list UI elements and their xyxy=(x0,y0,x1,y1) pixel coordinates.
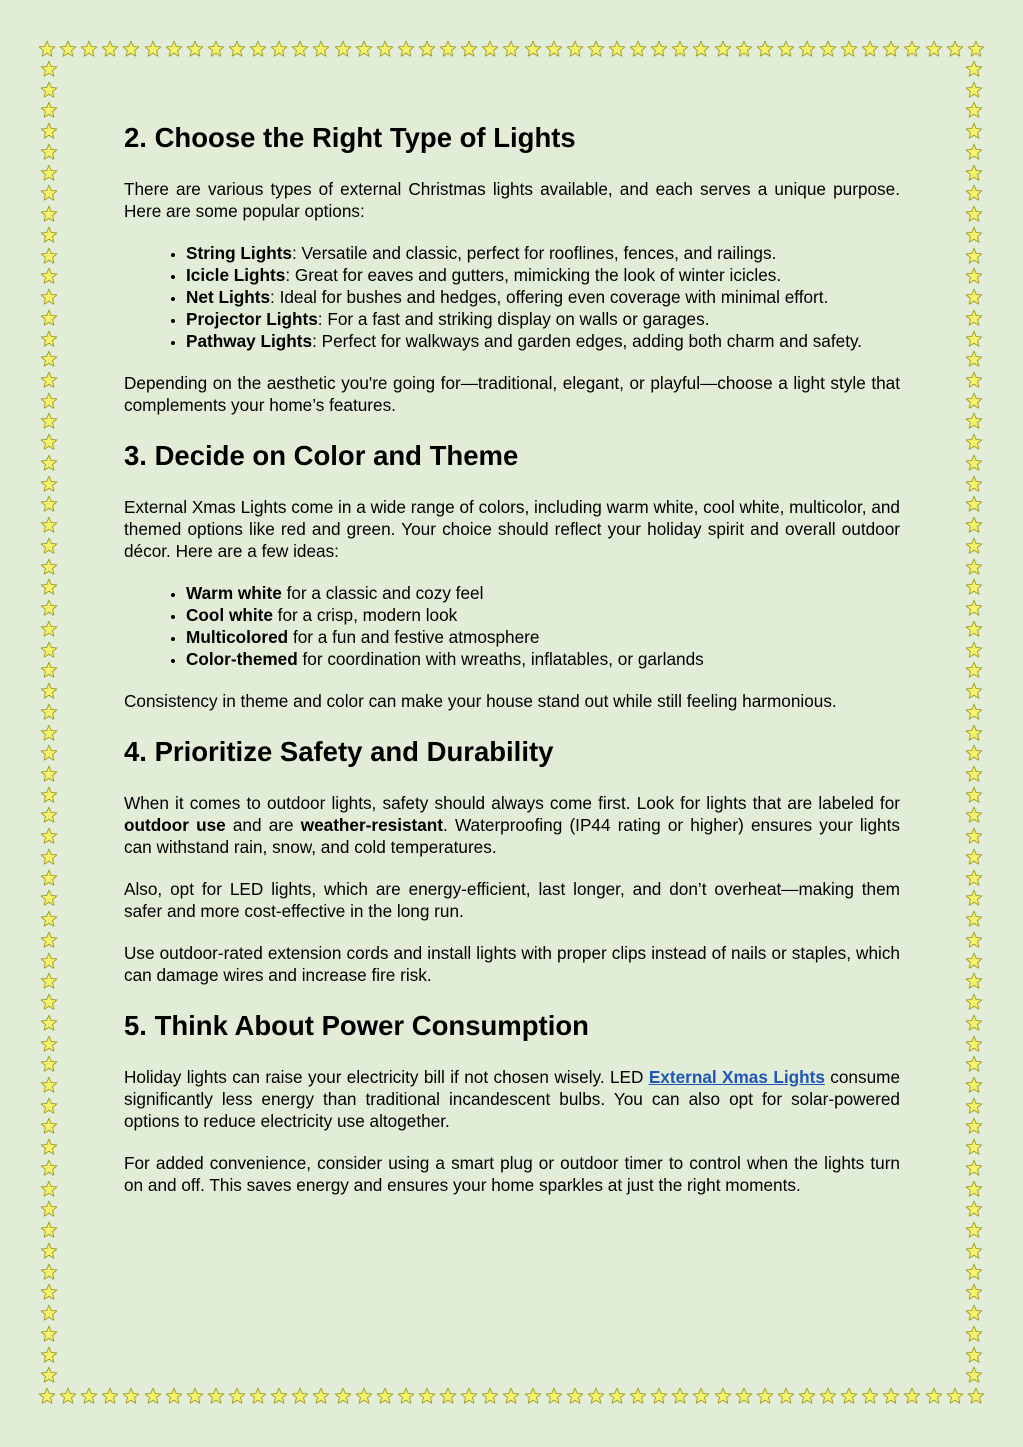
star-icon xyxy=(650,40,668,58)
star-icon xyxy=(40,744,58,762)
star-icon xyxy=(40,703,58,721)
star-icon xyxy=(40,1076,58,1094)
star-icon xyxy=(40,412,58,430)
star-icon xyxy=(861,1387,879,1405)
star-icon xyxy=(38,1387,56,1405)
star-icon xyxy=(965,122,983,140)
star-icon xyxy=(40,578,58,596)
list-item-text: for a crisp, modern look xyxy=(272,605,458,625)
star-icon xyxy=(40,81,58,99)
paragraph: Consistency in theme and color can make your house stand out while still feeling harmonious. xyxy=(124,691,837,711)
star-icon xyxy=(40,1200,58,1218)
star-icon xyxy=(965,267,983,285)
star-icon xyxy=(40,288,58,306)
star-icon xyxy=(650,1387,668,1405)
star-icon xyxy=(40,371,58,389)
star-icon xyxy=(270,40,288,58)
star-icon xyxy=(481,40,499,58)
section-safety xyxy=(124,732,900,986)
list-item xyxy=(186,648,900,670)
star-icon xyxy=(965,1366,983,1384)
star-icon xyxy=(40,1097,58,1115)
star-icon xyxy=(965,972,983,990)
star-icon xyxy=(965,620,983,638)
star-icon xyxy=(40,786,58,804)
star-icon xyxy=(40,1055,58,1073)
paragraph: External Xmas Lights come in a wide range of colors, including warm white, cool white, multicolor, and themed options like red and green. Your choice should reflect your holiday spirit and overall outdoor décor. Here are a few ideas: xyxy=(124,497,900,561)
list-item-text: : Perfect for walkways and garden edges, adding both charm and safety. xyxy=(312,331,863,351)
text-run: When it comes to outdoor lights, safety should always come first. Look for lights that are labeled for xyxy=(124,793,900,813)
star-icon xyxy=(756,40,774,58)
star-icon xyxy=(861,40,879,58)
section-light-types xyxy=(124,118,900,416)
star-icon xyxy=(40,433,58,451)
section-heading: 5. Think About Power Consumption xyxy=(124,1010,589,1041)
star-icon xyxy=(965,1035,983,1053)
star-icon xyxy=(355,1387,373,1405)
bullet-list xyxy=(124,242,900,352)
list-item-text: : Great for eaves and gutters, mimicking the look of winter icicles. xyxy=(285,265,782,285)
star-icon xyxy=(965,1097,983,1115)
star-icon xyxy=(965,1076,983,1094)
star-icon xyxy=(965,910,983,928)
star-icon xyxy=(965,1117,983,1135)
star-icon xyxy=(566,1387,584,1405)
star-icon xyxy=(524,40,542,58)
star-icon xyxy=(439,1387,457,1405)
star-icon xyxy=(40,661,58,679)
star-icon xyxy=(376,40,394,58)
star-icon xyxy=(965,661,983,679)
star-icon xyxy=(965,371,983,389)
star-icon xyxy=(671,1387,689,1405)
paragraph: There are various types of external Christmas lights available, and each serves a unique purpose. Here are some popular options: xyxy=(124,179,900,221)
star-icon xyxy=(40,475,58,493)
star-icon xyxy=(40,101,58,119)
star-icon xyxy=(819,1387,837,1405)
star-icon xyxy=(249,1387,267,1405)
star-icon xyxy=(882,40,900,58)
bold-run: weather-resistant xyxy=(300,815,444,835)
star-icon xyxy=(40,1159,58,1177)
star-icon xyxy=(965,931,983,949)
star-icon xyxy=(397,1387,415,1405)
star-icon xyxy=(334,1387,352,1405)
list-item xyxy=(186,604,900,626)
star-icon xyxy=(40,1035,58,1053)
star-icon xyxy=(777,40,795,58)
star-icon xyxy=(524,1387,542,1405)
list-item-term: Color-themed xyxy=(186,649,298,669)
star-icon xyxy=(965,288,983,306)
paragraph: For added convenience, consider using a smart plug or outdoor timer to control when the lights turn on and off. This saves energy and ensures your home sparkles at just the right moments. xyxy=(124,1153,900,1195)
star-icon xyxy=(965,1159,983,1177)
star-border-top xyxy=(38,38,985,60)
star-icon xyxy=(965,350,983,368)
star-icon xyxy=(502,1387,520,1405)
list-item-term: String Lights xyxy=(186,243,292,263)
star-icon xyxy=(40,993,58,1011)
star-icon xyxy=(965,1014,983,1032)
star-icon xyxy=(965,392,983,410)
star-icon xyxy=(40,122,58,140)
star-icon xyxy=(965,682,983,700)
star-icon xyxy=(38,40,56,58)
star-icon xyxy=(40,495,58,513)
star-icon xyxy=(40,869,58,887)
list-item xyxy=(186,582,900,604)
star-icon xyxy=(40,184,58,202)
star-icon xyxy=(122,40,140,58)
star-icon xyxy=(946,1387,964,1405)
star-icon xyxy=(40,309,58,327)
star-icon xyxy=(965,226,983,244)
list-item-text: : Versatile and classic, perfect for rooflines, fences, and railings. xyxy=(291,243,777,263)
star-icon xyxy=(228,40,246,58)
section-heading: 2. Choose the Right Type of Lights xyxy=(124,122,576,153)
star-icon xyxy=(40,931,58,949)
star-icon xyxy=(249,40,267,58)
star-icon xyxy=(40,1221,58,1239)
list-item xyxy=(186,264,900,286)
list-item-text: : For a fast and striking display on walls or garages. xyxy=(317,309,710,329)
list-item xyxy=(186,330,900,352)
star-icon xyxy=(40,330,58,348)
star-icon xyxy=(946,40,964,58)
star-icon xyxy=(882,1387,900,1405)
list-item-term: Multicolored xyxy=(186,627,289,647)
star-icon xyxy=(40,599,58,617)
star-icon xyxy=(629,1387,647,1405)
bold-run: outdoor use xyxy=(124,815,226,835)
paragraph xyxy=(124,792,900,858)
star-icon xyxy=(40,972,58,990)
external-xmas-lights-link[interactable]: External Xmas Lights xyxy=(648,1067,825,1087)
star-icon xyxy=(965,433,983,451)
star-icon xyxy=(587,1387,605,1405)
star-icon xyxy=(671,40,689,58)
star-icon xyxy=(40,350,58,368)
star-icon xyxy=(819,40,837,58)
star-icon xyxy=(965,703,983,721)
star-icon xyxy=(144,1387,162,1405)
star-icon xyxy=(965,1304,983,1322)
star-icon xyxy=(481,1387,499,1405)
star-icon xyxy=(965,1138,983,1156)
star-icon xyxy=(207,1387,225,1405)
star-icon xyxy=(608,40,626,58)
star-icon xyxy=(312,40,330,58)
star-border-right xyxy=(963,60,985,1385)
star-icon xyxy=(965,1263,983,1281)
star-icon xyxy=(40,143,58,161)
bullet-list xyxy=(124,582,900,670)
section-heading: 4. Prioritize Safety and Durability xyxy=(124,736,554,767)
star-icon xyxy=(460,1387,478,1405)
star-icon xyxy=(965,1200,983,1218)
star-icon xyxy=(965,412,983,430)
star-icon xyxy=(186,1387,204,1405)
star-icon xyxy=(502,40,520,58)
star-icon xyxy=(40,164,58,182)
star-icon xyxy=(903,40,921,58)
star-icon xyxy=(101,40,119,58)
star-icon xyxy=(967,40,985,58)
star-icon xyxy=(965,806,983,824)
star-icon xyxy=(207,40,225,58)
star-icon xyxy=(965,1055,983,1073)
star-icon xyxy=(40,1180,58,1198)
star-icon xyxy=(965,1283,983,1301)
star-icon xyxy=(291,40,309,58)
star-icon xyxy=(40,226,58,244)
star-icon xyxy=(798,40,816,58)
star-icon xyxy=(925,1387,943,1405)
star-icon xyxy=(40,848,58,866)
star-icon xyxy=(965,558,983,576)
star-icon xyxy=(629,40,647,58)
star-icon xyxy=(965,81,983,99)
star-icon xyxy=(714,1387,732,1405)
star-icon xyxy=(40,1366,58,1384)
star-icon xyxy=(418,40,436,58)
star-icon xyxy=(967,1387,985,1405)
star-icon xyxy=(965,578,983,596)
star-icon xyxy=(965,889,983,907)
star-icon xyxy=(965,952,983,970)
star-icon xyxy=(965,101,983,119)
star-icon xyxy=(40,620,58,638)
star-icon xyxy=(756,1387,774,1405)
star-icon xyxy=(40,516,58,534)
star-icon xyxy=(925,40,943,58)
star-icon xyxy=(965,827,983,845)
star-icon xyxy=(312,1387,330,1405)
star-icon xyxy=(334,40,352,58)
list-item xyxy=(186,286,900,308)
star-icon xyxy=(965,1180,983,1198)
star-icon xyxy=(965,164,983,182)
star-icon xyxy=(40,1138,58,1156)
paragraph: Use outdoor-rated extension cords and install lights with proper clips instead of nails or staples, which can damage wires and increase fire risk. xyxy=(124,943,900,985)
star-icon xyxy=(40,392,58,410)
star-icon xyxy=(965,143,983,161)
star-icon xyxy=(40,205,58,223)
star-icon xyxy=(965,205,983,223)
star-icon xyxy=(587,40,605,58)
star-icon xyxy=(965,184,983,202)
list-item-term: Icicle Lights xyxy=(186,265,286,285)
star-icon xyxy=(903,1387,921,1405)
star-icon xyxy=(80,1387,98,1405)
section-heading: 3. Decide on Color and Theme xyxy=(124,440,519,471)
list-item xyxy=(186,308,900,330)
star-icon xyxy=(40,765,58,783)
star-border-bottom xyxy=(38,1385,985,1407)
star-icon xyxy=(965,454,983,472)
list-item-text: for a classic and cozy feel xyxy=(281,583,484,603)
star-icon xyxy=(80,40,98,58)
star-icon xyxy=(40,558,58,576)
star-icon xyxy=(965,537,983,555)
star-icon xyxy=(545,1387,563,1405)
list-item-text: for coordination with wreaths, inflatables, or garlands xyxy=(297,649,704,669)
list-item-text: : Ideal for bushes and hedges, offering even coverage with minimal effort. xyxy=(270,287,829,307)
star-icon xyxy=(40,952,58,970)
star-icon xyxy=(59,1387,77,1405)
star-icon xyxy=(40,1014,58,1032)
star-icon xyxy=(439,40,457,58)
star-icon xyxy=(40,641,58,659)
star-icon xyxy=(692,40,710,58)
star-icon xyxy=(460,40,478,58)
star-icon xyxy=(965,848,983,866)
paragraph: Depending on the aesthetic you're going for—traditional, elegant, or playful—choose a light style that complements your home’s features. xyxy=(124,373,900,415)
star-icon xyxy=(165,1387,183,1405)
text-run: . Waterproofing (IP44 rating or higher) ensures your lights can withstand rain, snow, and cold temperatures. xyxy=(124,815,900,857)
star-icon xyxy=(40,537,58,555)
star-icon xyxy=(165,40,183,58)
star-icon xyxy=(965,786,983,804)
star-icon xyxy=(291,1387,309,1405)
star-icon xyxy=(965,993,983,1011)
star-icon xyxy=(376,1387,394,1405)
star-icon xyxy=(798,1387,816,1405)
star-icon xyxy=(40,724,58,742)
star-icon xyxy=(418,1387,436,1405)
star-icon xyxy=(965,247,983,265)
text-run: and are xyxy=(225,815,301,835)
star-icon xyxy=(40,1263,58,1281)
star-icon xyxy=(40,1117,58,1135)
star-icon xyxy=(40,60,58,78)
list-item xyxy=(186,626,900,648)
star-icon xyxy=(840,1387,858,1405)
star-icon xyxy=(965,744,983,762)
star-icon xyxy=(965,495,983,513)
star-icon xyxy=(692,1387,710,1405)
list-item-text: for a fun and festive atmosphere xyxy=(288,627,540,647)
star-icon xyxy=(40,682,58,700)
star-icon xyxy=(965,475,983,493)
star-icon xyxy=(40,1346,58,1364)
section-color-theme xyxy=(124,436,900,712)
list-item-term: Pathway Lights xyxy=(186,331,313,351)
star-icon xyxy=(355,40,373,58)
star-icon xyxy=(40,1304,58,1322)
star-icon xyxy=(545,40,563,58)
star-icon xyxy=(40,1283,58,1301)
star-icon xyxy=(965,330,983,348)
star-icon xyxy=(965,599,983,617)
star-icon xyxy=(101,1387,119,1405)
star-icon xyxy=(40,1325,58,1343)
text-run: Holiday lights can raise your electricity bill if not chosen wisely. LED xyxy=(124,1067,649,1087)
star-border-left xyxy=(38,60,60,1385)
star-icon xyxy=(965,641,983,659)
star-icon xyxy=(965,60,983,78)
star-icon xyxy=(40,454,58,472)
star-icon xyxy=(714,40,732,58)
star-icon xyxy=(566,40,584,58)
star-icon xyxy=(270,1387,288,1405)
star-icon xyxy=(735,1387,753,1405)
star-icon xyxy=(40,247,58,265)
star-icon xyxy=(122,1387,140,1405)
star-icon xyxy=(965,765,983,783)
star-icon xyxy=(965,869,983,887)
paragraph xyxy=(124,1066,900,1132)
star-icon xyxy=(40,827,58,845)
star-icon xyxy=(735,40,753,58)
list-item-term: Projector Lights xyxy=(186,309,318,329)
star-icon xyxy=(40,889,58,907)
star-icon xyxy=(228,1387,246,1405)
text-run: consume significantly less energy than traditional incandescent bulbs. You can also opt for solar-powered options to reduce electricity use altogether. xyxy=(124,1067,901,1131)
star-icon xyxy=(965,1346,983,1364)
star-icon xyxy=(965,724,983,742)
section-power xyxy=(124,1006,900,1196)
paragraph: Also, opt for LED lights, which are energy-efficient, last longer, and don’t overheat—making them safer and more cost-effective in the long run. xyxy=(124,879,900,921)
star-icon xyxy=(965,1221,983,1239)
star-icon xyxy=(965,1325,983,1343)
star-icon xyxy=(40,267,58,285)
star-icon xyxy=(40,910,58,928)
star-icon xyxy=(965,1242,983,1260)
star-icon xyxy=(40,806,58,824)
star-icon xyxy=(144,40,162,58)
star-icon xyxy=(840,40,858,58)
star-icon xyxy=(40,1242,58,1260)
star-icon xyxy=(777,1387,795,1405)
list-item-term: Cool white xyxy=(186,605,273,625)
list-item xyxy=(186,242,900,264)
star-icon xyxy=(397,40,415,58)
list-item-term: Warm white xyxy=(186,583,282,603)
star-icon xyxy=(59,40,77,58)
list-item-term: Net Lights xyxy=(186,287,271,307)
star-icon xyxy=(608,1387,626,1405)
star-icon xyxy=(965,516,983,534)
star-icon xyxy=(965,309,983,327)
star-icon xyxy=(186,40,204,58)
document-body xyxy=(124,118,900,1216)
